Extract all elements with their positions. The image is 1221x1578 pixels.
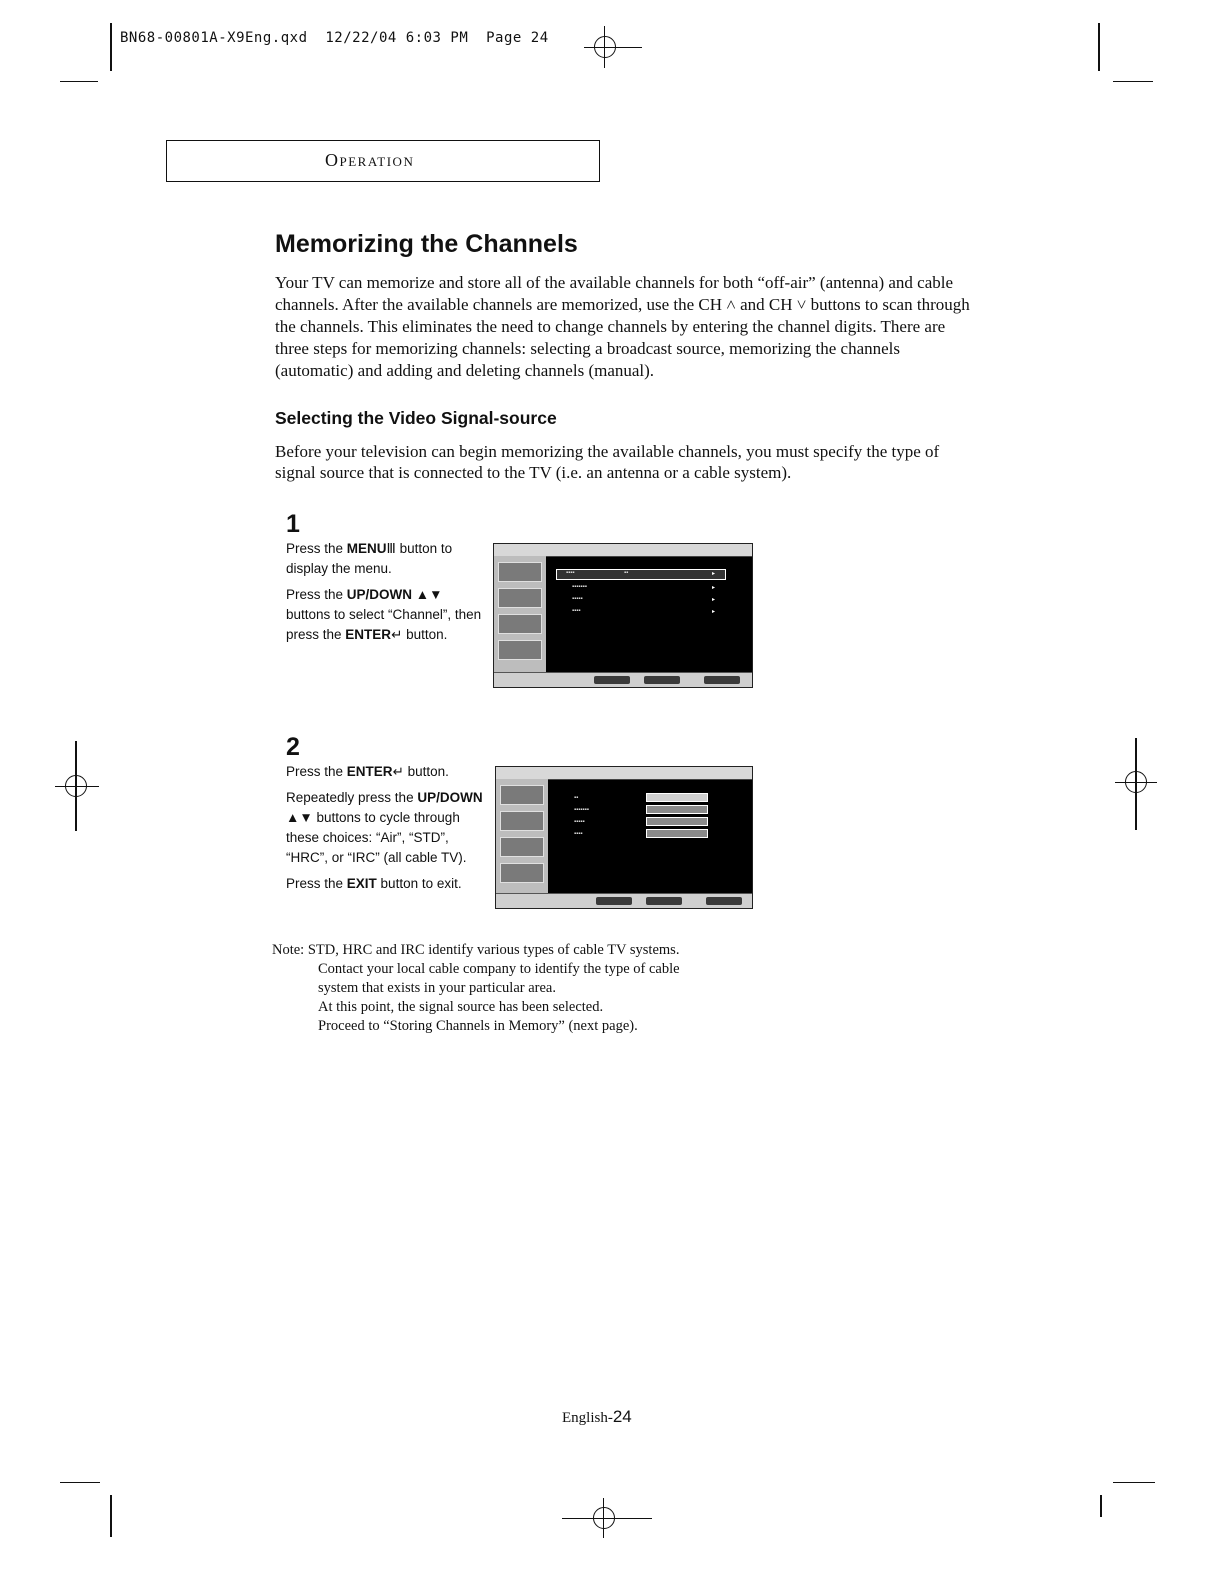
- section-header: [166, 140, 600, 182]
- step-1-text-2: Press the UP/DOWN ▲▼ buttons to select “Channel”, then press the ENTER↵ button.: [286, 587, 482, 642]
- menu-icon: Ⅲ: [386, 541, 396, 556]
- crop-mark: [60, 1482, 100, 1483]
- registration-mark-bottom: [562, 1518, 652, 1519]
- note-line: STD, HRC and IRC identify various types of cable TV systems.: [307, 942, 680, 958]
- note-line: system that exists in your particular area.: [318, 980, 556, 996]
- registration-mark-right: [1115, 782, 1157, 783]
- section-label: Operation: [325, 150, 415, 170]
- footer-language: English-: [562, 1410, 613, 1426]
- step-number: 2: [286, 733, 300, 761]
- intro-paragraph: Your TV can memorize and store all of the available channels for both “off-air” (antenna) and cable channels. After the available channels are memorized, use the CH ˄ and CH ˅ buttons to scan through the channels. This eliminates the need to change channels by entering the channel digits. There are three steps for memorizing channels: selecting a broadcast source, memorizing the channels (automatic) and adding and deleting channels (manual).: [275, 273, 970, 380]
- tv-menu-screenshot-1: ▪▪▪▪ ▪▪ ▪▪▪▪▪▪▪ ▪▪▪▪▪ ▪▪▪▪ ▸ ▸ ▸ ▸: [493, 543, 753, 688]
- slug-page-label: Page: [486, 30, 522, 46]
- step-2-instructions: [286, 762, 491, 900]
- step-number: 1: [286, 510, 300, 538]
- note: [272, 941, 680, 1036]
- enter-icon: ↵: [392, 764, 404, 779]
- note-line: Contact your local cable company to identify the type of cable: [318, 961, 680, 977]
- tv-menu-button-bar: [496, 893, 752, 908]
- tv-menu-sidebar: [496, 779, 548, 894]
- step-2-text-1: Press the ENTER↵ button.: [286, 764, 449, 779]
- registration-mark-right: [1135, 738, 1137, 830]
- tv-menu-highlight: [556, 569, 726, 580]
- step-1-text-1: Press the MENUⅢ button to display the menu.: [286, 541, 453, 576]
- tv-menu-screenshot-2: ▪▪ ▪▪▪▪▪▪▪ ▪▪▪▪▪ ▪▪▪▪: [495, 766, 753, 909]
- tv-option: [646, 805, 708, 814]
- tv-menu-button-bar: [494, 672, 752, 687]
- registration-mark-left: [55, 786, 99, 787]
- crop-mark: [1100, 1495, 1102, 1517]
- signal-source-paragraph: Before your television can begin memorizing the available channels, you must specify the type of signal source that is connected to the TV (i.e. an antenna or a cable system).: [275, 442, 940, 482]
- crop-mark: [60, 81, 98, 82]
- print-slug: [120, 30, 549, 46]
- slug-date: 12/22/04: [325, 30, 397, 46]
- page-footer: [562, 1407, 632, 1427]
- tv-menu-sidebar: [494, 556, 546, 673]
- tv-option-selected: [646, 793, 708, 802]
- slug-file: BN68-00801A-X9Eng.qxd: [120, 30, 308, 46]
- crop-mark: [1113, 1482, 1155, 1483]
- tv-option: [646, 817, 708, 826]
- step-2-text-2: Repeatedly press the UP/DOWN ▲▼ buttons to cycle through these choices: “Air”, “STD”, “HRC”, or “IRC” (all cable TV).: [286, 790, 483, 865]
- up-down-arrows-icon: ▲▼: [415, 587, 443, 602]
- slug-page-number: 24: [530, 30, 549, 46]
- slug-time: 6:03 PM: [405, 30, 469, 46]
- step-1-instructions: [286, 539, 486, 651]
- registration-mark-top: [584, 47, 642, 48]
- enter-icon: ↵: [391, 627, 403, 642]
- crop-mark: [110, 1495, 112, 1537]
- crop-mark: [1098, 23, 1100, 71]
- tv-option: [646, 829, 708, 838]
- crop-mark: [110, 23, 112, 71]
- note-line: At this point, the signal source has been selected.: [318, 999, 604, 1015]
- crop-mark: [1113, 81, 1153, 82]
- note-line: Proceed to “Storing Channels in Memory” (next page).: [318, 1018, 638, 1034]
- step-2-text-3: Press the EXIT button to exit.: [286, 876, 462, 891]
- note-label: Note:: [272, 942, 305, 958]
- subheading: Selecting the Video Signal-source: [275, 408, 557, 428]
- up-down-arrows-icon: ▲▼: [286, 810, 313, 825]
- footer-page-number: 24: [612, 1407, 632, 1426]
- page-title: Memorizing the Channels: [275, 230, 578, 258]
